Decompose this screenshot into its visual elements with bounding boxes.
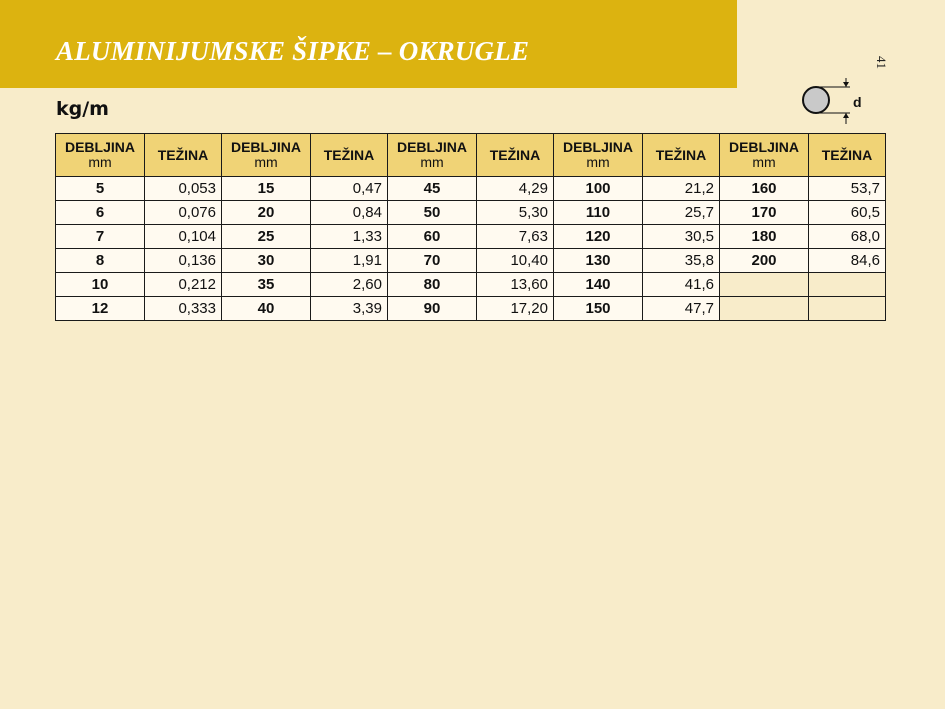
table-row	[56, 273, 886, 297]
weight-cell: 1,33	[311, 225, 388, 249]
diameter-cell: 160	[720, 177, 809, 201]
table-row	[56, 297, 886, 321]
header-diameter-unit: mm	[254, 154, 278, 170]
table-row	[56, 249, 886, 273]
weight-cell: 0,333	[145, 297, 222, 321]
title-band	[0, 0, 737, 88]
weight-cell: 17,20	[477, 297, 554, 321]
table-row	[56, 177, 886, 201]
weight-cell: 41,6	[643, 273, 720, 297]
diameter-cell: 15	[222, 177, 311, 201]
diameter-cell: 6	[56, 201, 145, 225]
weight-cell: 5,30	[477, 201, 554, 225]
diameter-cell: 140	[554, 273, 643, 297]
header-diameter-unit: mm	[88, 154, 112, 170]
diameter-cell: 12	[56, 297, 145, 321]
weight-cell: 0,47	[311, 177, 388, 201]
diameter-cell: 30	[222, 249, 311, 273]
diameter-cell: 90	[388, 297, 477, 321]
header-diameter-unit: mm	[586, 154, 610, 170]
diameter-cell: 70	[388, 249, 477, 273]
header-weight: TEŽINA	[809, 134, 886, 177]
weight-cell: 3,39	[311, 297, 388, 321]
empty-cell	[720, 273, 809, 297]
diameter-cell: 120	[554, 225, 643, 249]
weight-cell: 2,60	[311, 273, 388, 297]
round-bar-diagram	[790, 76, 870, 133]
header-diameter-label: DEBLJINA	[64, 139, 135, 155]
header-diameter	[554, 134, 643, 177]
diameter-cell: 170	[720, 201, 809, 225]
weight-cell: 84,6	[809, 249, 886, 273]
unit-label: kg/m	[56, 98, 109, 120]
header-diameter-label: DEBLJINA	[728, 139, 799, 155]
table-row	[56, 225, 886, 249]
weight-cell: 35,8	[643, 249, 720, 273]
page-title: ALUMINIJUMSKE ŠIPKE – OKRUGLE	[56, 36, 530, 66]
header-diameter	[388, 134, 477, 177]
diameter-cell: 8	[56, 249, 145, 273]
empty-cell	[720, 297, 809, 321]
diameter-cell: 150	[554, 297, 643, 321]
diameter-cell: 10	[56, 273, 145, 297]
weight-cell: 25,7	[643, 201, 720, 225]
diameter-cell: 35	[222, 273, 311, 297]
diameter-cell: 200	[720, 249, 809, 273]
weight-cell: 7,63	[477, 225, 554, 249]
header-diameter-label: DEBLJINA	[396, 139, 467, 155]
diameter-cell: 5	[56, 177, 145, 201]
header-diameter	[222, 134, 311, 177]
header-diameter-label: DEBLJINA	[230, 139, 301, 155]
weight-cell: 1,91	[311, 249, 388, 273]
header-weight: TEŽINA	[145, 134, 222, 177]
weights-table	[55, 133, 886, 321]
header-weight: TEŽINA	[477, 134, 554, 177]
weight-cell: 10,40	[477, 249, 554, 273]
diameter-cell: 20	[222, 201, 311, 225]
diameter-cell: 110	[554, 201, 643, 225]
header-diameter	[720, 134, 809, 177]
weight-cell: 30,5	[643, 225, 720, 249]
weight-cell: 0,053	[145, 177, 222, 201]
diameter-cell: 180	[720, 225, 809, 249]
weight-cell: 13,60	[477, 273, 554, 297]
weight-cell: 60,5	[809, 201, 886, 225]
diameter-cell: 60	[388, 225, 477, 249]
table-body	[56, 177, 886, 321]
diameter-label: d	[853, 94, 862, 110]
table-header-row	[56, 134, 886, 177]
round-bar-cross-section-icon	[803, 87, 829, 113]
table-row	[56, 201, 886, 225]
weight-cell: 0,076	[145, 201, 222, 225]
diameter-cell: 100	[554, 177, 643, 201]
diameter-cell: 50	[388, 201, 477, 225]
weight-cell: 53,7	[809, 177, 886, 201]
header-diameter-unit: mm	[752, 154, 776, 170]
diameter-cell: 7	[56, 225, 145, 249]
diameter-cell: 130	[554, 249, 643, 273]
page-number: 41	[874, 56, 889, 69]
header-diameter-unit: mm	[420, 154, 444, 170]
header-diameter-label: DEBLJINA	[562, 139, 633, 155]
diameter-cell: 80	[388, 273, 477, 297]
empty-cell	[809, 297, 886, 321]
diameter-cell: 45	[388, 177, 477, 201]
weight-cell: 4,29	[477, 177, 554, 201]
header-weight: TEŽINA	[643, 134, 720, 177]
weight-cell: 0,104	[145, 225, 222, 249]
weight-cell: 0,136	[145, 249, 222, 273]
header-diameter	[56, 134, 145, 177]
header-weight: TEŽINA	[311, 134, 388, 177]
diameter-cell: 40	[222, 297, 311, 321]
weight-cell: 0,84	[311, 201, 388, 225]
weight-cell: 0,212	[145, 273, 222, 297]
weight-cell: 68,0	[809, 225, 886, 249]
weight-cell: 21,2	[643, 177, 720, 201]
diameter-cell: 25	[222, 225, 311, 249]
empty-cell	[809, 273, 886, 297]
weight-cell: 47,7	[643, 297, 720, 321]
